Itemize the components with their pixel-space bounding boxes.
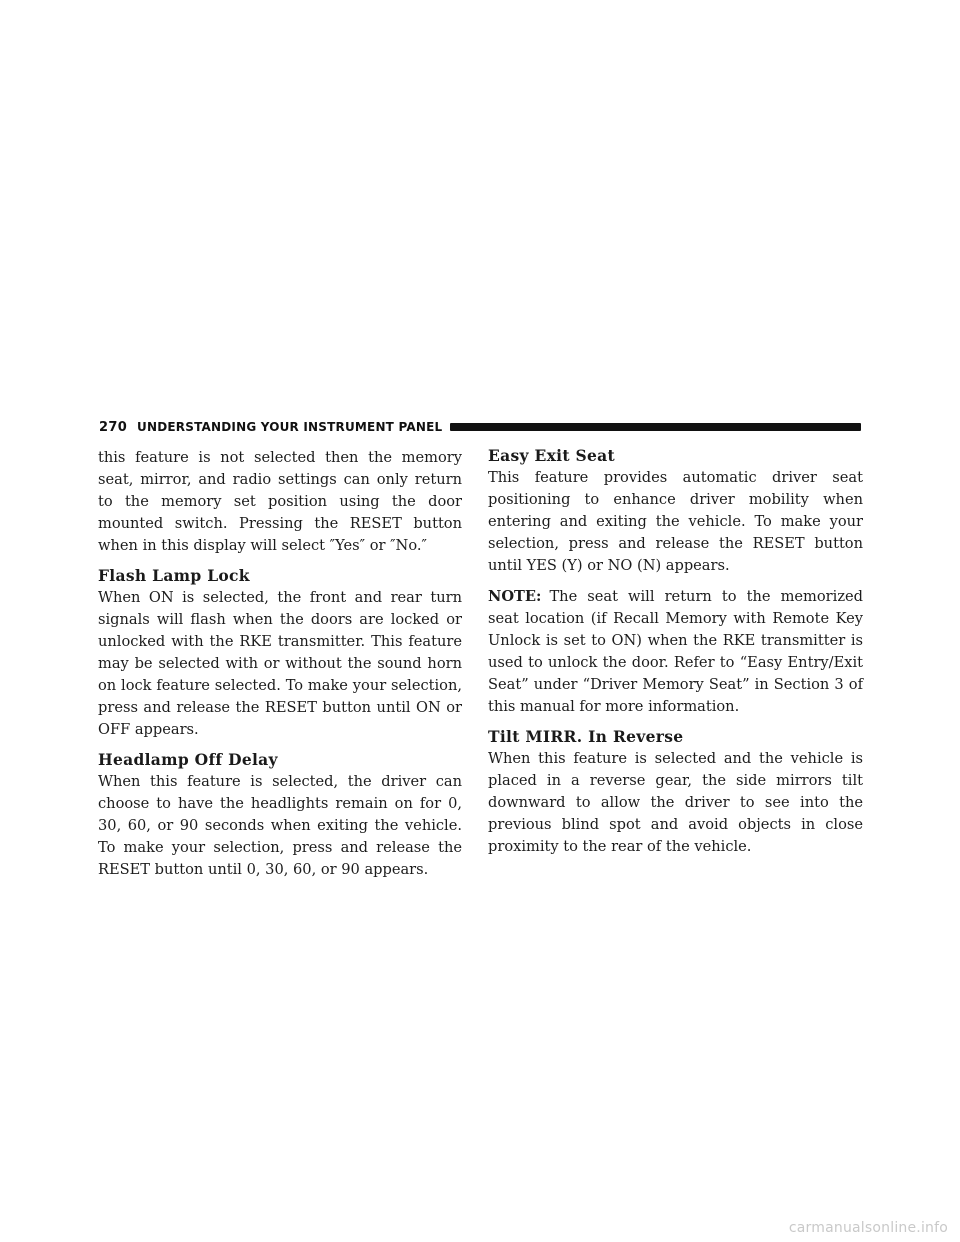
note-body: The seat will return to the memorized seat location (if Recall Memory with Remote Key Unlock is set to ON) when the RKE transmitter is used to unlock the door. Refer to “Easy Entry/Exit Seat” under “Driver Memory Seat” in Section 3 of this manual for more information. [488,588,863,715]
note-label: NOTE: [488,588,542,605]
section-title: UNDERSTANDING YOUR INSTRUMENT PANEL [137,420,443,434]
page-number: 270 [99,419,128,435]
easy-exit-seat-heading: Easy Exit Seat [488,446,615,465]
tilt-mirr-heading: Tilt MIRR. In Reverse [488,727,684,746]
easy-exit-seat-body: This feature provides automatic driver seat positioning to enhance driver mobility when entering and exiting the vehicle. To make your selection, press and release the RESET button until YES (Y) or NO (N) appears. [488,469,863,574]
intro-paragraph: this feature is not selected then the memory seat, mirror, and radio settings can only return to the memory set position using the door mounted switch. Pressing the RESET button when in this display will select ″Yes″ or ″No.″ [98,449,462,554]
flash-lamp-lock-body: When ON is selected, the front and rear turn signals will flash when the doors are locked or unlocked with the RKE transmitter. This feature may be selected with or without the sound horn on lock feature selected. To make your selection, press and release the RESET button until ON or OFF appears. [98,589,462,738]
page-header [99,417,861,437]
headlamp-off-delay-heading: Headlamp Off Delay [98,750,278,769]
left-column [98,447,462,881]
watermark: carmanualsonline.info [788,1220,948,1236]
flash-lamp-lock-heading: Flash Lamp Lock [98,566,250,585]
headlamp-off-delay-body: When this feature is selected, the driver can choose to have the headlights remain on for 0, 30, 60, or 90 seconds when exiting the vehicle. To make your selection, press and release the RESET button until 0, 30, 60, or 90 appears. [98,773,462,878]
note-paragraph [488,586,863,718]
tilt-mirr-body: When this feature is selected and the vehicle is placed in a reverse gear, the side mirrors tilt downward to allow the driver to see into the previous blind spot and avoid objects in close proximity to the rear of the vehicle. [488,750,863,855]
right-column [488,445,863,858]
header-rule [450,423,861,431]
